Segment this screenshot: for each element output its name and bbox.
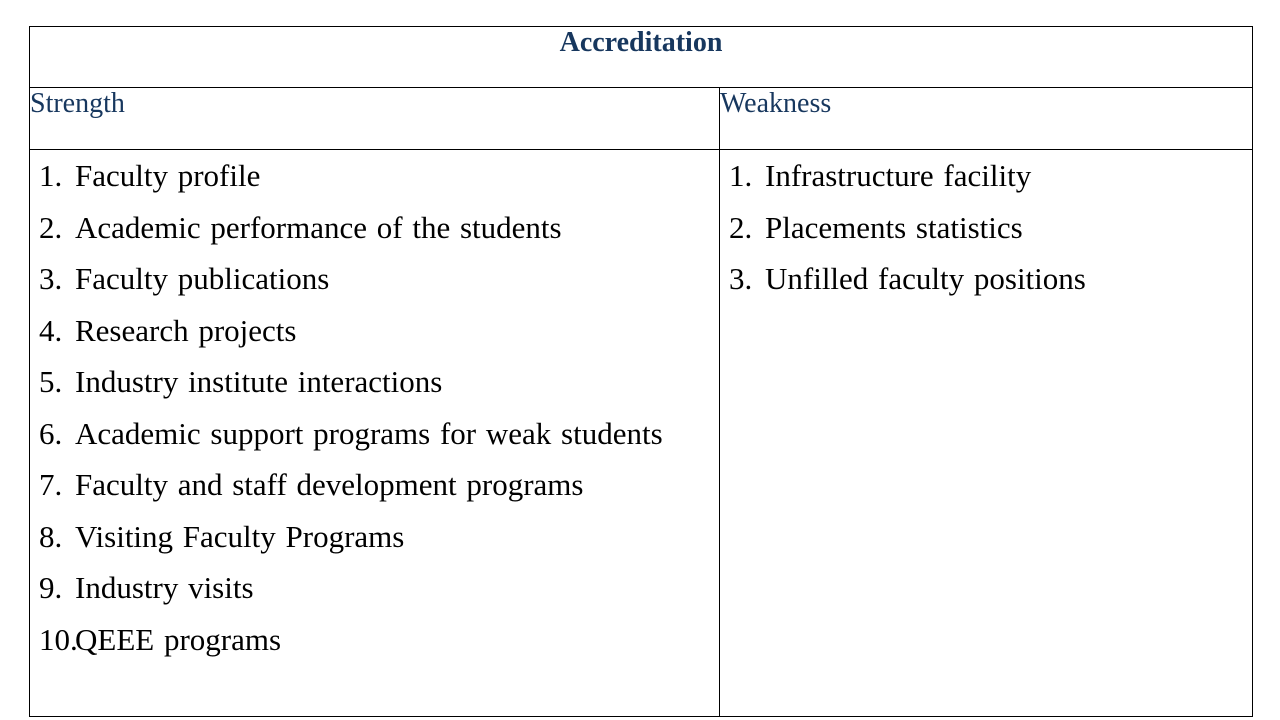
item-text: Infrastructure facility <box>765 158 1032 193</box>
item-number: 3. <box>729 261 753 296</box>
list-item <box>39 305 719 357</box>
list-item <box>729 150 1252 202</box>
list-item <box>39 511 719 563</box>
header-row <box>30 88 1253 150</box>
list-item <box>39 202 719 254</box>
list-item <box>39 459 719 511</box>
item-number: 2. <box>39 209 63 245</box>
strength-list <box>30 150 719 665</box>
list-item <box>39 614 719 666</box>
list-item <box>39 356 719 408</box>
item-number: 5. <box>39 364 63 399</box>
item-number: 7. <box>39 467 63 502</box>
weakness-header: Weakness <box>720 88 1253 150</box>
list-item <box>39 253 719 305</box>
item-text: Industry institute interactions <box>75 364 443 399</box>
item-text: Faculty publications <box>75 261 330 296</box>
item-number: 3. <box>39 261 63 296</box>
item-number: 4. <box>39 312 63 348</box>
item-text: Faculty and staff development programs <box>75 467 584 502</box>
item-number: 6. <box>39 415 63 451</box>
list-item <box>39 150 719 202</box>
strength-cell <box>30 150 720 717</box>
weakness-cell <box>720 150 1253 717</box>
item-number: 8. <box>39 518 63 554</box>
list-item <box>729 253 1252 305</box>
strength-header: Strength <box>30 88 720 150</box>
item-number: 9. <box>39 570 63 605</box>
item-text: Placements statistics <box>765 209 1023 245</box>
item-number: 1. <box>729 158 753 193</box>
item-text: Academic support programs for weak students <box>75 415 663 451</box>
list-item <box>729 202 1252 254</box>
item-text: Research projects <box>75 312 297 348</box>
item-number: 10. <box>39 621 78 657</box>
table-title: Accreditation <box>30 27 1253 88</box>
item-text: Unfilled faculty positions <box>765 261 1086 296</box>
list-item <box>39 562 719 614</box>
item-text: Industry visits <box>75 570 254 605</box>
list-item <box>39 408 719 460</box>
weakness-list <box>720 150 1252 305</box>
content-row <box>30 150 1253 717</box>
accreditation-table <box>29 26 1253 717</box>
item-text: Academic performance of the students <box>75 209 562 245</box>
item-number: 1. <box>39 158 63 193</box>
item-text: Visiting Faculty Programs <box>75 518 405 554</box>
item-number: 2. <box>729 209 753 245</box>
item-text: QEEE programs <box>75 621 282 657</box>
item-text: Faculty profile <box>75 158 261 193</box>
title-row <box>30 27 1253 88</box>
